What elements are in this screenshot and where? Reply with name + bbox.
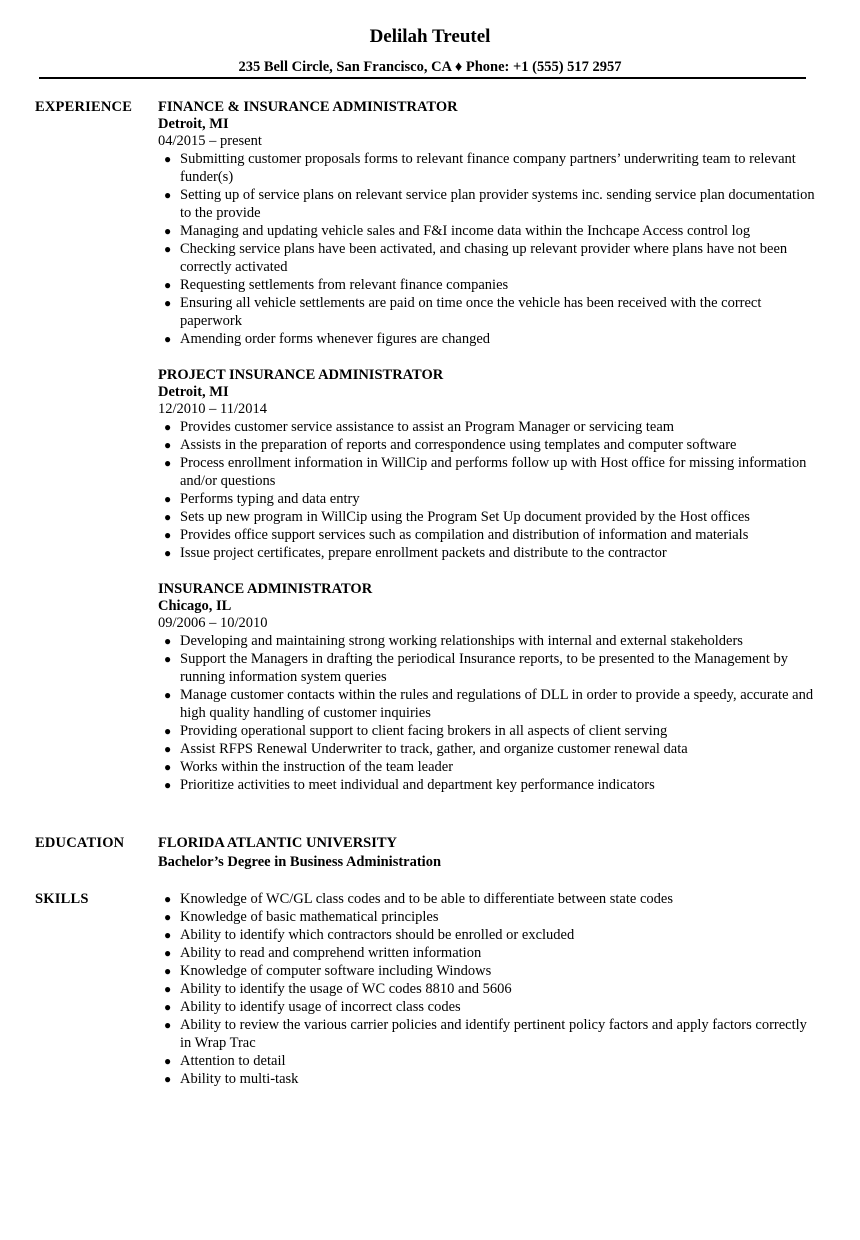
bullet-icon: ● [164, 1054, 172, 1068]
bullet-icon: ● [164, 224, 172, 238]
duty-item [158, 222, 818, 240]
duty-item [158, 418, 818, 436]
bullet-icon: ● [164, 982, 172, 996]
duty-text: Prioritize activities to meet individual and department key performance indicators [180, 777, 655, 793]
job-location: Detroit, MI [158, 116, 229, 132]
bullet-icon: ● [164, 152, 172, 166]
duty-text: Providing operational support to client facing brokers in all aspects of client serving [180, 723, 668, 739]
skill-text: Ability to identify which contractors should be enrolled or excluded [180, 927, 575, 943]
skill-item [158, 1070, 818, 1088]
duty-text: Requesting settlements from relevant finance companies [180, 277, 509, 293]
duty-item [158, 740, 818, 758]
skill-item [158, 1016, 818, 1052]
duty-text: Support the Managers in drafting the periodical Insurance reports, to be presented to the Management by running information system queries [180, 651, 789, 685]
bullet-icon: ● [164, 528, 172, 542]
job-duties [158, 632, 818, 794]
duty-item [158, 508, 818, 526]
job-entry [158, 580, 818, 794]
job-dates: 09/2006 – 10/2010 [158, 615, 268, 631]
skill-text: Ability to read and comprehend written information [180, 945, 482, 961]
duty-item [158, 186, 818, 222]
header-divider [39, 77, 806, 79]
bullet-icon: ● [164, 510, 172, 524]
duty-item [158, 686, 818, 722]
duty-item [158, 150, 818, 186]
duty-item [158, 454, 818, 490]
bullet-icon: ● [164, 332, 172, 346]
duty-item [158, 526, 818, 544]
duty-item [158, 240, 818, 276]
duty-text: Ensuring all vehicle settlements are paid on time once the vehicle has been received with the correct paperwork [180, 295, 762, 329]
duty-text: Sets up new program in WillCip using the Program Set Up document provided by the Host offices [180, 509, 750, 525]
contact-line: 235 Bell Circle, San Francisco, CA ♦ Phone: +1 (555) 517 2957 [238, 59, 622, 75]
duty-text: Performs typing and data entry [180, 491, 360, 507]
bullet-icon: ● [164, 242, 172, 256]
duty-item [158, 436, 818, 454]
bullet-icon: ● [164, 910, 172, 924]
job-location: Chicago, IL [158, 598, 232, 614]
bullet-icon: ● [164, 760, 172, 774]
duty-text: Submitting customer proposals forms to relevant finance company partners’ underwriting team to relevant funder(s) [180, 151, 796, 185]
skill-text: Attention to detail [180, 1053, 286, 1069]
duty-text: Managing and updating vehicle sales and F&I income data within the Inchcape Access control log [180, 223, 751, 239]
skill-item [158, 1052, 818, 1070]
degree-name: Bachelor’s Degree in Business Administration [158, 854, 442, 870]
duty-item [158, 330, 818, 348]
duty-text: Manage customer contacts within the rules and regulations of DLL in order to provide a speedy, accurate and high quality handling of customer inquiries [180, 687, 814, 721]
bullet-icon: ● [164, 546, 172, 560]
duty-text: Checking service plans have been activated, and chasing up relevant provider where plans have not been correctly activated [180, 241, 788, 275]
bullet-icon: ● [164, 946, 172, 960]
duty-item [158, 294, 818, 330]
duty-item [158, 650, 818, 686]
skill-item [158, 962, 818, 980]
job-entry [158, 98, 818, 348]
skill-item [158, 980, 818, 998]
skills-heading: SKILLS [35, 891, 89, 907]
duty-item [158, 722, 818, 740]
skill-item [158, 998, 818, 1016]
bullet-icon: ● [164, 724, 172, 738]
duty-text: Assist RFPS Renewal Underwriter to track, gather, and organize customer renewal data [180, 741, 688, 757]
experience-list [158, 98, 818, 812]
bullet-icon: ● [164, 296, 172, 310]
job-entry [158, 366, 818, 562]
skill-item [158, 944, 818, 962]
skill-text: Ability to identify the usage of WC codes 8810 and 5606 [180, 981, 512, 997]
duty-item [158, 544, 818, 562]
duty-text: Developing and maintaining strong working relationships with internal and external stakeholders [180, 633, 743, 649]
skill-text: Ability to identify usage of incorrect class codes [180, 999, 461, 1015]
duty-item [158, 276, 818, 294]
job-title: FINANCE & INSURANCE ADMINISTRATOR [158, 99, 458, 115]
duty-text: Setting up of service plans on relevant service plan provider systems inc. sending service plan documentation to the provide [180, 187, 815, 221]
bullet-icon: ● [164, 964, 172, 978]
duty-text: Issue project certificates, prepare enrollment packets and distribute to the contractor [180, 545, 667, 561]
bullet-icon: ● [164, 742, 172, 756]
bullet-icon: ● [164, 688, 172, 702]
duty-text: Assists in the preparation of reports and correspondence using templates and computer software [180, 437, 737, 453]
job-dates: 12/2010 – 11/2014 [158, 401, 268, 417]
duty-text: Provides office support services such as compilation and distribution of information and materials [180, 527, 749, 543]
bullet-icon: ● [164, 1000, 172, 1014]
bullet-icon: ● [164, 892, 172, 906]
duty-item [158, 490, 818, 508]
job-dates: 04/2015 – present [158, 133, 262, 149]
skills-list-wrap [158, 890, 818, 1088]
duty-item [158, 632, 818, 650]
skills-list [158, 890, 818, 1088]
skill-text: Knowledge of basic mathematical principles [180, 909, 439, 925]
job-title: INSURANCE ADMINISTRATOR [158, 581, 373, 597]
bullet-icon: ● [164, 278, 172, 292]
skill-text: Knowledge of WC/GL class codes and to be able to differentiate between state codes [180, 891, 673, 907]
job-title: PROJECT INSURANCE ADMINISTRATOR [158, 367, 444, 383]
skill-text: Ability to review the various carrier policies and identify pertinent policy factors and apply factors correctly in Wrap Trac [180, 1017, 807, 1051]
bullet-icon: ● [164, 188, 172, 202]
job-duties [158, 418, 818, 562]
job-location: Detroit, MI [158, 384, 229, 400]
bullet-icon: ● [164, 634, 172, 648]
skill-text: Ability to multi-task [180, 1071, 299, 1087]
skill-text: Knowledge of computer software including Windows [180, 963, 492, 979]
experience-heading: EXPERIENCE [35, 99, 133, 115]
bullet-icon: ● [164, 456, 172, 470]
duty-text: Provides customer service assistance to assist an Program Manager or servicing team [180, 419, 675, 435]
duty-text: Process enrollment information in WillCip and performs follow up with Host office for missing information and/or questions [180, 455, 807, 489]
skill-item [158, 890, 818, 908]
duty-item [158, 776, 818, 794]
duty-item [158, 758, 818, 776]
education-entry [158, 834, 818, 872]
bullet-icon: ● [164, 492, 172, 506]
duty-text: Works within the instruction of the team leader [180, 759, 454, 775]
skill-item [158, 908, 818, 926]
bullet-icon: ● [164, 438, 172, 452]
job-duties [158, 150, 818, 348]
bullet-icon: ● [164, 652, 172, 666]
school-name: FLORIDA ATLANTIC UNIVERSITY [158, 835, 398, 851]
candidate-name: Delilah Treutel [369, 26, 491, 47]
education-heading: EDUCATION [35, 835, 125, 851]
bullet-icon: ● [164, 420, 172, 434]
duty-text: Amending order forms whenever figures are changed [180, 331, 491, 347]
bullet-icon: ● [164, 928, 172, 942]
bullet-icon: ● [164, 1072, 172, 1086]
bullet-icon: ● [164, 1018, 172, 1032]
skill-item [158, 926, 818, 944]
bullet-icon: ● [164, 778, 172, 792]
